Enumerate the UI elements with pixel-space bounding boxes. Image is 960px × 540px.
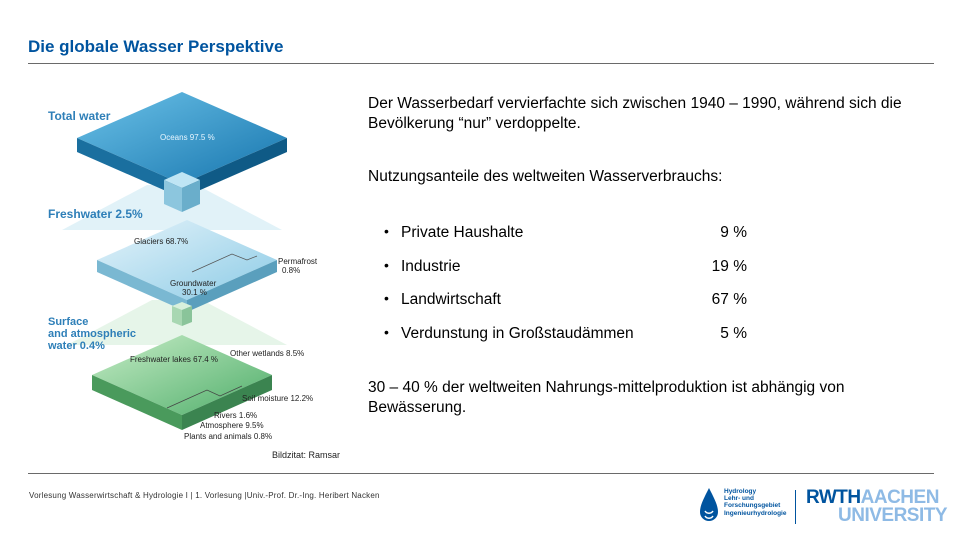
- rivers-label: Rivers 1.6%: [214, 411, 258, 420]
- other-wetlands-label: Other wetlands 8.5%: [230, 349, 305, 358]
- bullet-icon: •: [384, 256, 389, 273]
- usage-percent: 5 %: [720, 325, 747, 343]
- oceans-label: Oceans 97.5 %: [160, 133, 215, 142]
- logo-separator: [795, 490, 796, 524]
- rwth-logo-university: UNIVERSITY: [838, 505, 948, 526]
- hydro-line-2: Lehr- und: [724, 495, 754, 503]
- surface-label-1: Surface: [48, 316, 89, 328]
- surface-label-2: and atmospheric: [48, 328, 137, 340]
- list-item: [384, 289, 764, 323]
- bullet-icon: •: [384, 223, 389, 239]
- usage-list: [384, 222, 764, 357]
- plants-animals-label: Plants and animals 0.8%: [184, 432, 273, 441]
- hydro-line-1: Hydrology: [724, 488, 757, 495]
- page-title: Die globale Wasser Perspektive: [28, 37, 284, 56]
- permafrost-label-2: 0.8%: [282, 266, 301, 275]
- paragraph-usage-heading: Nutzungsanteile des weltweiten Wasserverbrauchs:: [368, 168, 723, 185]
- rwth-logo-rwth: RWTH: [806, 487, 861, 508]
- header-divider: [28, 63, 934, 64]
- soil-moisture-label: Soil moisture 12.2%: [242, 394, 314, 403]
- usage-percent: 9 %: [720, 224, 747, 241]
- atmosphere-label: Atmosphere 9.5%: [200, 421, 264, 430]
- hydro-line-4: Ingenieurhydrologie: [724, 509, 787, 517]
- water-distribution-figure: [42, 90, 342, 460]
- hydrology-logo: [698, 487, 788, 525]
- usage-name: Landwirtschaft: [401, 291, 501, 309]
- rwth-logo: [806, 487, 948, 528]
- freshwater-label: Freshwater 2.5%: [48, 207, 143, 221]
- groundwater-label-2: 30.1 %: [182, 288, 207, 297]
- paragraph-demand: Der Wasserbedarf vervierfachte sich zwischen 1940 – 1990, während sich die Bevölkerung “nur” verdoppelte.: [368, 95, 902, 132]
- freshwater-lakes-label: Freshwater lakes 67.4 %: [130, 355, 219, 364]
- list-item: [384, 256, 764, 290]
- footer-text: Vorlesung Wasserwirtschaft & Hydrologie I | 1. Vorlesung |Univ.-Prof. Dr.-Ing. Heribert Nacken: [29, 491, 380, 500]
- image-credit: Bildzitat: Ramsar: [272, 450, 341, 460]
- total-water-label: Total water: [48, 109, 111, 123]
- rwth-logo-aachen: AACHEN: [860, 487, 939, 508]
- hydro-line-3: Forschungsgebiet: [724, 502, 781, 510]
- glaciers-label: Glaciers 68.7%: [134, 237, 189, 246]
- list-item: [384, 323, 764, 357]
- bullet-icon: •: [384, 290, 389, 307]
- usage-percent: 67 %: [711, 291, 747, 309]
- footer-divider: [28, 473, 934, 474]
- paragraph-irrigation: 30 – 40 % der weltweiten Nahrungs-mittelproduktion ist abhängig von Bewässerung.: [368, 379, 845, 416]
- usage-name: Private Haushalte: [401, 224, 524, 241]
- usage-name: Industrie: [401, 257, 461, 275]
- bullet-icon: •: [384, 324, 389, 341]
- water-drop-icon: [698, 487, 720, 525]
- usage-percent: 19 %: [711, 257, 747, 275]
- list-item: [384, 222, 764, 256]
- permafrost-label-1: Permafrost: [278, 257, 318, 266]
- surface-label-3: water 0.4%: [48, 340, 105, 352]
- hydrology-logo-text: [724, 488, 786, 517]
- usage-name: Verdunstung in Großstaudämmen: [401, 325, 634, 343]
- groundwater-label-1: Groundwater: [170, 279, 217, 288]
